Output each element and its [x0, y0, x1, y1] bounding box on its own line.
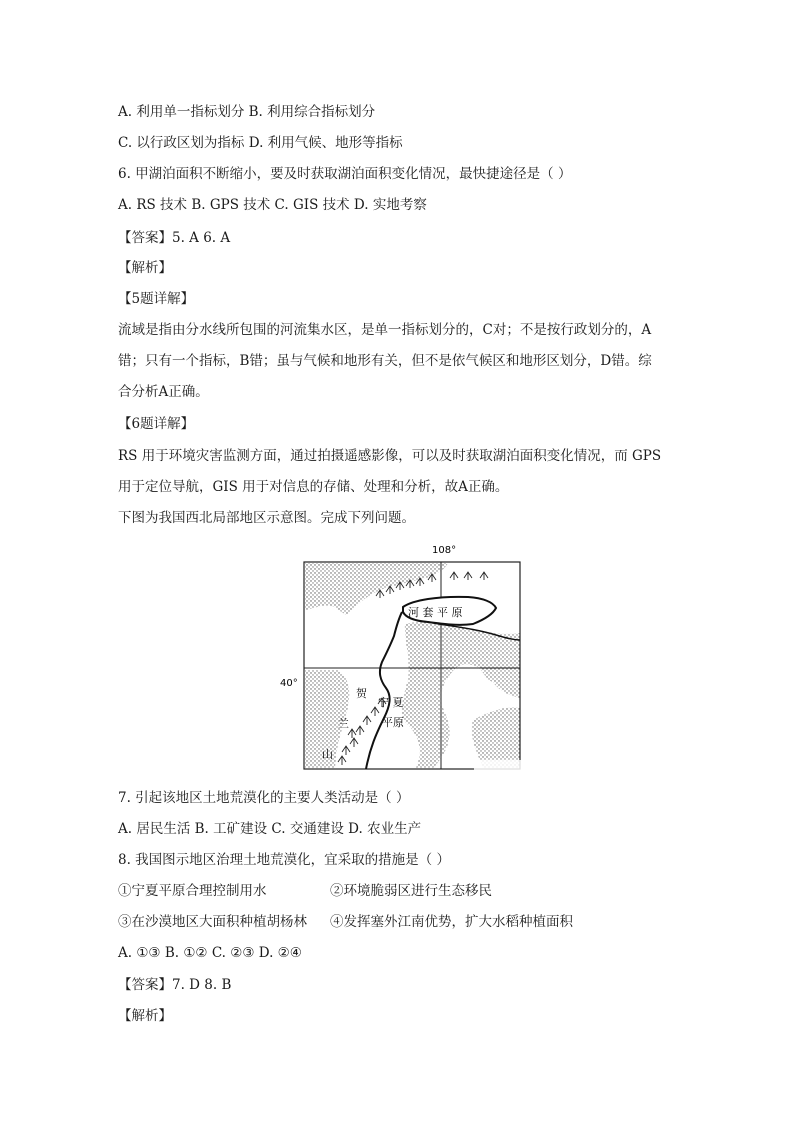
- northwest-china-map: [278, 540, 528, 775]
- shan-label: 山: [322, 748, 333, 761]
- q5-options-line2: C. 以行政区划为指标 D. 利用气候、地形等指标: [118, 135, 403, 151]
- map-intro: 下图为我国西北局部地区示意图。完成下列问题。: [118, 510, 415, 526]
- q6-options: A. RS 技术 B. GPS 技术 C. GIS 技术 D. 实地考察: [118, 197, 427, 213]
- q7-stem: 7. 引起该地区土地荒漠化的主要人类活动是（ ）: [118, 790, 410, 806]
- lan-label: 兰: [338, 717, 349, 730]
- pingyuan-label: 平原: [382, 716, 404, 729]
- longitude-label: 108°: [432, 545, 457, 556]
- detail-5-line2: 错；只有一个指标，B错；虽与气候和地形有关，但不是依气候区和地形区划分，D错。综: [118, 353, 652, 369]
- q6-stem: 6. 甲湖泊面积不断缩小，要及时获取湖泊面积变化情况，最快捷途径是（ ）: [118, 166, 572, 182]
- q8-options: A. ①③ B. ①② C. ②③ D. ②④: [118, 945, 302, 961]
- hetao-plain-label: 河 套 平 原: [408, 606, 463, 619]
- answer-5-6: 【答案】5. A 6. A: [118, 230, 231, 246]
- latitude-label: 40°: [280, 678, 298, 689]
- analysis-heading-2: 【解析】: [118, 1008, 172, 1024]
- analysis-heading-1: 【解析】: [118, 260, 172, 276]
- detail-5-line1: 流域是指由分水线所包围的河流集水区，是单一指标划分的，C对；不是按行政划分的，A: [118, 322, 652, 338]
- q5-options-line1: A. 利用单一指标划分 B. 利用综合指标划分: [118, 104, 376, 120]
- q8-stem: 8. 我国图示地区治理土地荒漠化，宜采取的措施是（ ）: [118, 852, 450, 868]
- q8-item1: ①宁夏平原合理控制用水: [118, 883, 267, 899]
- q7-options: A. 居民生活 B. 工矿建设 C. 交通建设 D. 农业生产: [118, 821, 422, 837]
- detail-6-line1: RS 用于环境灾害监测方面，通过拍摄遥感影像，可以及时获取湖泊面积变化情况，而 GPS: [118, 448, 662, 464]
- detail-5-line3: 合分析A正确。: [118, 384, 209, 400]
- detail-6-heading: 【6题详解】: [118, 416, 195, 432]
- ningxia-label: 宁 夏: [378, 696, 404, 709]
- q8-item4: ④发挥塞外江南优势，扩大水稻种植面积: [330, 914, 573, 930]
- watermark: [474, 760, 522, 772]
- he-label: 贺: [356, 687, 367, 700]
- detail-6-line2: 用于定位导航，GIS 用于对信息的存储、处理和分析，故A正确。: [118, 479, 509, 495]
- q8-item3: ③在沙漠地区大面积种植胡杨林: [118, 914, 307, 930]
- detail-5-heading: 【5题详解】: [118, 291, 195, 307]
- q8-item2: ②环境脆弱区进行生态移民: [330, 883, 492, 899]
- answer-7-8: 【答案】7. D 8. B: [118, 977, 232, 993]
